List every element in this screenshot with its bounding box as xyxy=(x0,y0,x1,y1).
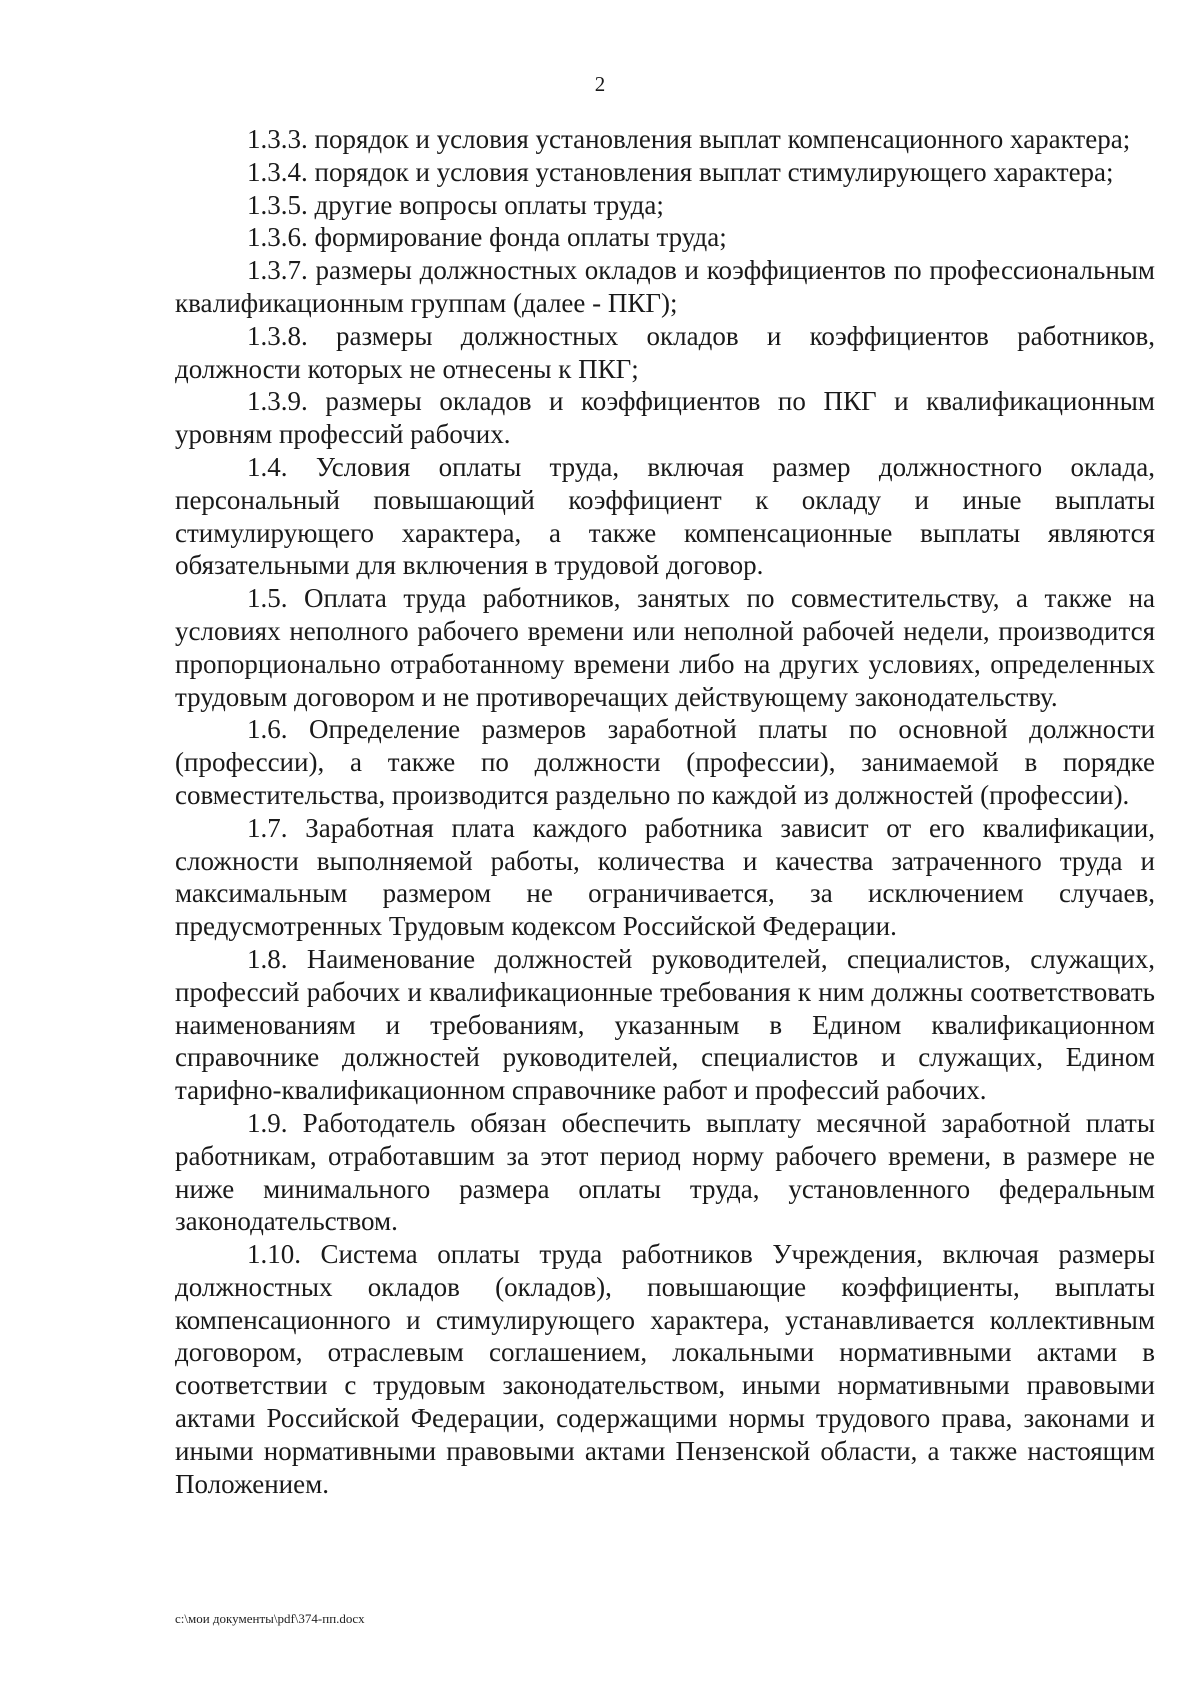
paragraph-1-5: 1.5. Оплата труда работников, занятых по совместительству, а также на условиях неполного рабочего времени или неполной рабочей недели, производится пропорционально отработанному времени либо на других условиях, определенных трудовым договором и не противоречащих действующему законодательству. xyxy=(175,583,1155,712)
paragraph-1-3-9: 1.3.9. размеры окладов и коэффициентов по ПКГ и квалификационным уровням профессий рабочих. xyxy=(175,386,1155,450)
paragraph-1-6: 1.6. Определение размеров заработной платы по основной должности (профессии), а также по должности (профессии), занимаемой в порядке совместительства, производится раздельно по каждой из должностей (профессии). xyxy=(175,714,1155,810)
paragraph-1-3-3: 1.3.3. порядок и условия установления выплат компенсационного характера; xyxy=(247,124,1131,154)
paragraph-1-4: 1.4. Условия оплаты труда, включая размер должностного оклада, персональный повышающий коэффициент к окладу и иные выплаты стимулирующего характера, а также компенсационные выплаты являются обязательными для включения в трудовой договор. xyxy=(175,451,1155,581)
paragraph-1-3-5: 1.3.5. другие вопросы оплаты труда; xyxy=(247,189,664,220)
paragraph-1-3-4: 1.3.4. порядок и условия установления выплат стимулирующего характера; xyxy=(247,156,1114,187)
document-body xyxy=(175,123,1155,1500)
footer-file-path: c:\мои документы\pdf\374-пп.docx xyxy=(175,1611,365,1626)
paragraph-1-9: 1.9. Работодатель обязан обеспечить выплату месячной заработной платы работникам, отработавшим за этот период норму рабочего времени, в размере не ниже минимального размера оплаты труда, установленного федеральным законодательством. xyxy=(175,1107,1155,1237)
paragraph-1-8: 1.8. Наименование должностей руководителей, специалистов, служащих, профессий рабочих и квалификационные требования к ним должны соответствовать наименованиям и требованиям, указанным в Едином квалификационном справочнике должностей руководителей, специалистов и служащих, Едином тарифно-квалификационном справочнике работ и профессий рабочих. xyxy=(175,943,1155,1106)
paragraph-1-10: 1.10. Система оплаты труда работников Учреждения, включая размеры должностных окладов (окладов), повышающие коэффициенты, выплаты компенсационного и стимулирующего характера, устанавливается коллективным договором, отраслевым соглашением, локальными нормативными актами в соответствии с трудовым законодательством, иными нормативными правовыми актами Российской Федерации, содержащими нормы трудового права, законами и иными нормативными правовыми актами Пензенской области, а также настоящим Положением. xyxy=(175,1239,1155,1499)
paragraph-1-3-8: 1.3.8. размеры должностных окладов и коэффициентов работников, должности которых не отнесены к ПКГ; xyxy=(175,320,1155,384)
paragraph-1-3-7: 1.3.7. размеры должностных окладов и коэффициентов по профессиональным квалификационным группам (далее - ПКГ); xyxy=(175,255,1155,318)
paragraph-1-3-6: 1.3.6. формирование фонда оплаты труда; xyxy=(247,222,727,253)
paragraph-1-7: 1.7. Заработная плата каждого работника зависит от его квалификации, сложности выполняемой работы, количества и качества затраченного труда и максимальным размером не ограничивается, за исключением случаев, предусмотренных Трудовым кодексом Российской Федерации. xyxy=(175,812,1155,942)
page-number: 2 xyxy=(594,72,606,96)
